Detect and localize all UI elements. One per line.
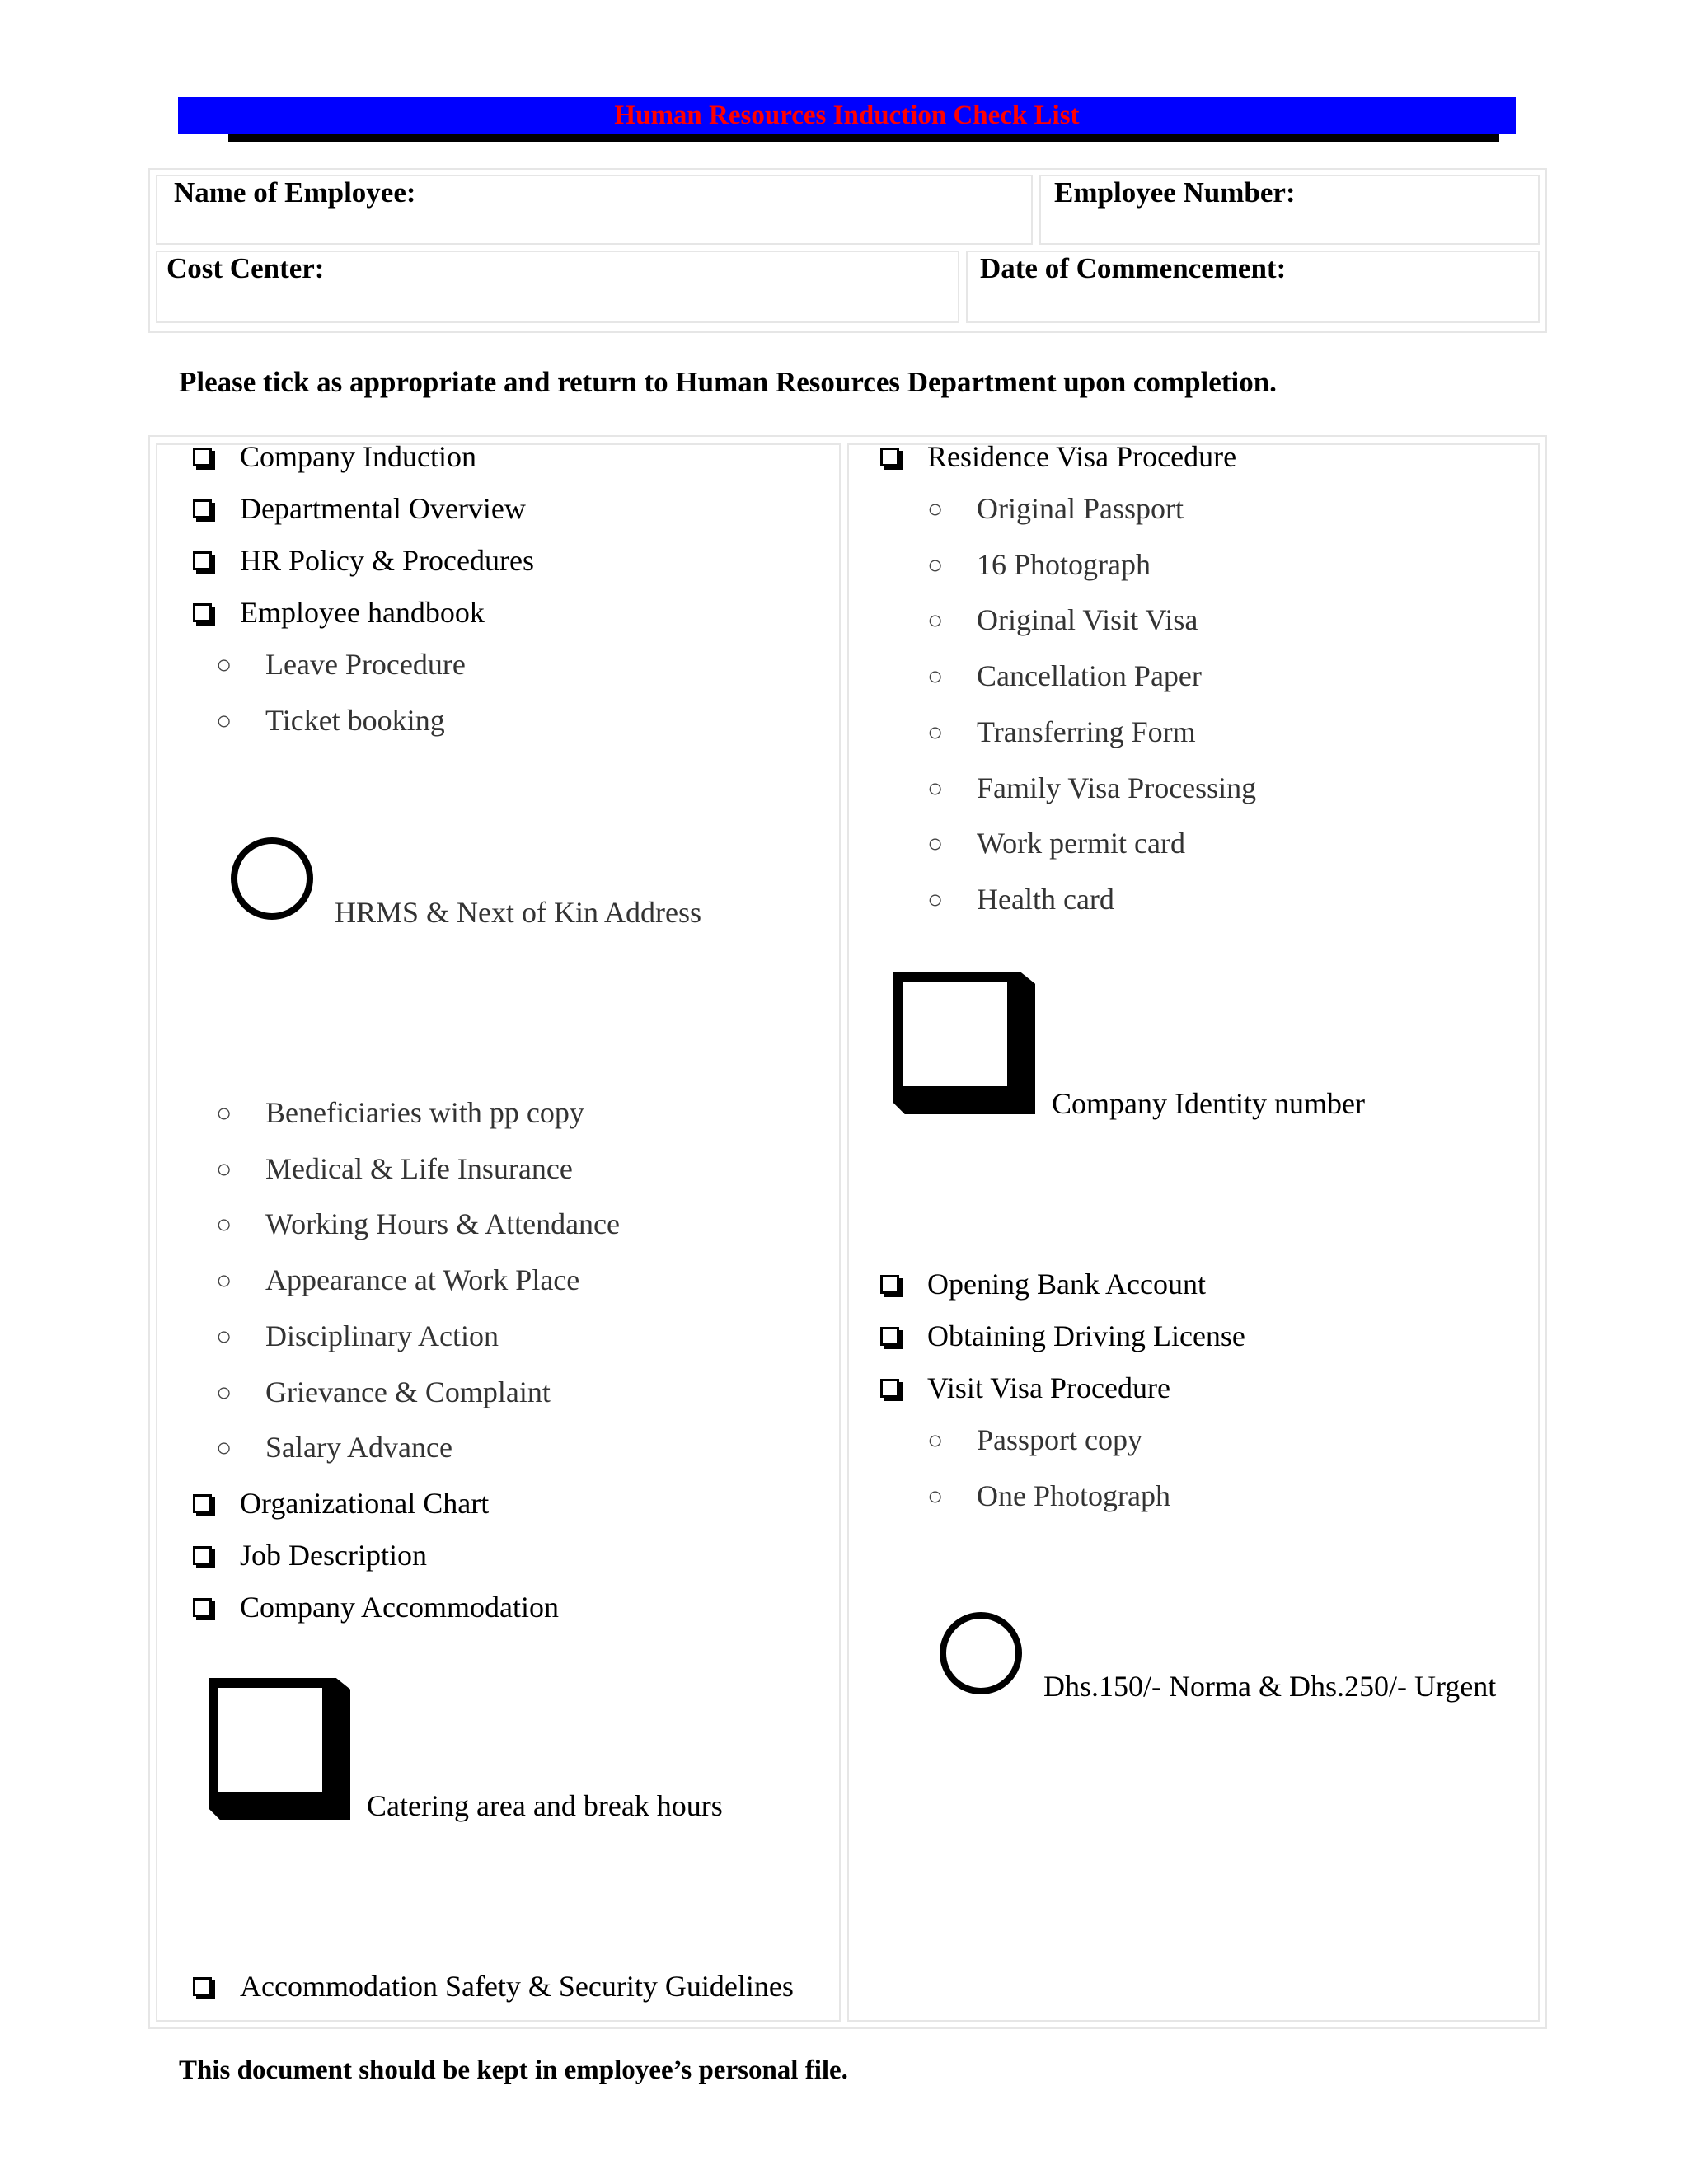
checklist-subitem[interactable]: ○ Salary Advance: [216, 1431, 452, 1464]
checkbox-icon[interactable]: [193, 603, 212, 622]
checklist-item[interactable]: Departmental Overview: [193, 491, 526, 526]
circle-bullet-icon: ○: [927, 772, 944, 803]
checklist-subitem[interactable]: ○ Cancellation Paper: [927, 659, 1202, 692]
checkbox-icon[interactable]: [880, 448, 899, 466]
circle-bullet-icon: ○: [927, 716, 944, 747]
checklist-item[interactable]: Employee handbook: [193, 595, 485, 630]
circle-bullet-icon: ○: [216, 1153, 232, 1183]
instruction-text: Please tick as appropriate and return to Human Resources Department upon completion.: [179, 366, 1277, 398]
checklist-subitem[interactable]: ○ Family Visa Processing: [927, 771, 1257, 804]
circle-bullet-icon: ○: [927, 883, 944, 914]
employee-number-label: Employee Number:: [1054, 176, 1296, 209]
circle-bullet-icon: ○: [927, 1480, 944, 1511]
checkbox-icon[interactable]: [193, 551, 212, 570]
checkbox-icon[interactable]: [193, 448, 212, 466]
large-checkbox-icon[interactable]: [893, 972, 1035, 1114]
checklist-subitem[interactable]: ○ Grievance & Complaint: [216, 1376, 551, 1408]
checklist-item[interactable]: Company Accommodation: [193, 1590, 559, 1624]
checklist-item[interactable]: Obtaining Driving License: [880, 1319, 1245, 1353]
checklist-item[interactable]: Organizational Chart: [193, 1486, 489, 1521]
checkbox-icon[interactable]: [880, 1379, 899, 1398]
checkbox-icon[interactable]: [193, 1546, 212, 1565]
footer-note: This document should be kept in employee’s personal file.: [179, 2055, 848, 2085]
checkbox-icon[interactable]: [880, 1327, 899, 1346]
large-circle-bullet-icon: [940, 1612, 1022, 1694]
checklist-subitem[interactable]: ○ Disciplinary Action: [216, 1319, 499, 1352]
checklist-subitem[interactable]: ○ Original Passport: [927, 492, 1184, 525]
checklist-item[interactable]: Opening Bank Account: [880, 1267, 1206, 1301]
checklist-subitem[interactable]: ○ Beneficiaries with pp copy: [216, 1096, 584, 1129]
circle-bullet-icon: ○: [216, 1208, 232, 1239]
checkbox-icon[interactable]: [193, 499, 212, 518]
checkbox-icon[interactable]: [193, 1977, 212, 1996]
checklist-subitem[interactable]: ○ Passport copy: [927, 1423, 1142, 1456]
large-circle-bullet-icon: [231, 837, 313, 920]
cost-center-label: Cost Center:: [166, 252, 325, 284]
checklist-subitem[interactable]: ○ Ticket booking: [216, 704, 445, 737]
circle-bullet-icon: ○: [216, 1432, 232, 1462]
checklist-subitem[interactable]: ○ Transferring Form: [927, 715, 1196, 748]
circle-bullet-icon: ○: [216, 1264, 232, 1295]
checklist-item[interactable]: Visit Visa Procedure: [880, 1371, 1170, 1405]
circle-bullet-icon: ○: [927, 604, 944, 635]
checklist-subitem[interactable]: ○ Appearance at Work Place: [216, 1263, 580, 1296]
checklist-subitem[interactable]: HRMS & Next of Kin Address: [335, 896, 702, 929]
checklist-subitem[interactable]: ○ Original Visit Visa: [927, 603, 1198, 636]
checklist-item[interactable]: Company Identity number: [1052, 1087, 1365, 1120]
circle-bullet-icon: ○: [927, 549, 944, 579]
checkbox-icon[interactable]: [880, 1275, 899, 1294]
circle-bullet-icon: ○: [927, 660, 944, 691]
checklist-subitem[interactable]: ○ Health card: [927, 883, 1114, 916]
checklist-item[interactable]: Job Description: [193, 1538, 427, 1572]
checklist-item[interactable]: Catering area and break hours: [367, 1789, 723, 1822]
circle-bullet-icon: ○: [927, 827, 944, 858]
checklist-item[interactable]: Dhs.150/- Norma & Dhs.250/- Urgent: [1043, 1670, 1497, 1703]
checklist-subitem[interactable]: ○ Working Hours & Attendance: [216, 1207, 621, 1240]
circle-bullet-icon: ○: [216, 1376, 232, 1407]
checkbox-icon[interactable]: [193, 1598, 212, 1617]
circle-bullet-icon: ○: [216, 649, 232, 679]
checklist-item[interactable]: HR Policy & Procedures: [193, 543, 534, 578]
checklist-subitem[interactable]: ○ 16 Photograph: [927, 548, 1151, 581]
document-title: Human Resources Induction Check List: [178, 97, 1516, 134]
circle-bullet-icon: ○: [216, 705, 232, 735]
date-of-commencement-label: Date of Commencement:: [980, 252, 1287, 284]
circle-bullet-icon: ○: [927, 493, 944, 523]
circle-bullet-icon: ○: [927, 1424, 944, 1455]
employee-name-label: Name of Employee:: [174, 176, 416, 209]
checklist-subitem[interactable]: ○ Leave Procedure: [216, 648, 466, 681]
circle-bullet-icon: ○: [216, 1320, 232, 1351]
circle-bullet-icon: ○: [216, 1097, 232, 1127]
checklist-subitem[interactable]: ○ One Photograph: [927, 1479, 1170, 1512]
checklist-item[interactable]: Company Induction: [193, 439, 476, 474]
checklist-item[interactable]: Accommodation Safety & Security Guidelines: [193, 1969, 794, 2004]
checklist-item[interactable]: Residence Visa Procedure: [880, 439, 1236, 474]
checkbox-icon[interactable]: [193, 1494, 212, 1513]
checklist-subitem[interactable]: ○ Work permit card: [927, 827, 1186, 860]
large-checkbox-icon[interactable]: [209, 1678, 350, 1820]
checklist-subitem[interactable]: ○ Medical & Life Insurance: [216, 1152, 573, 1185]
